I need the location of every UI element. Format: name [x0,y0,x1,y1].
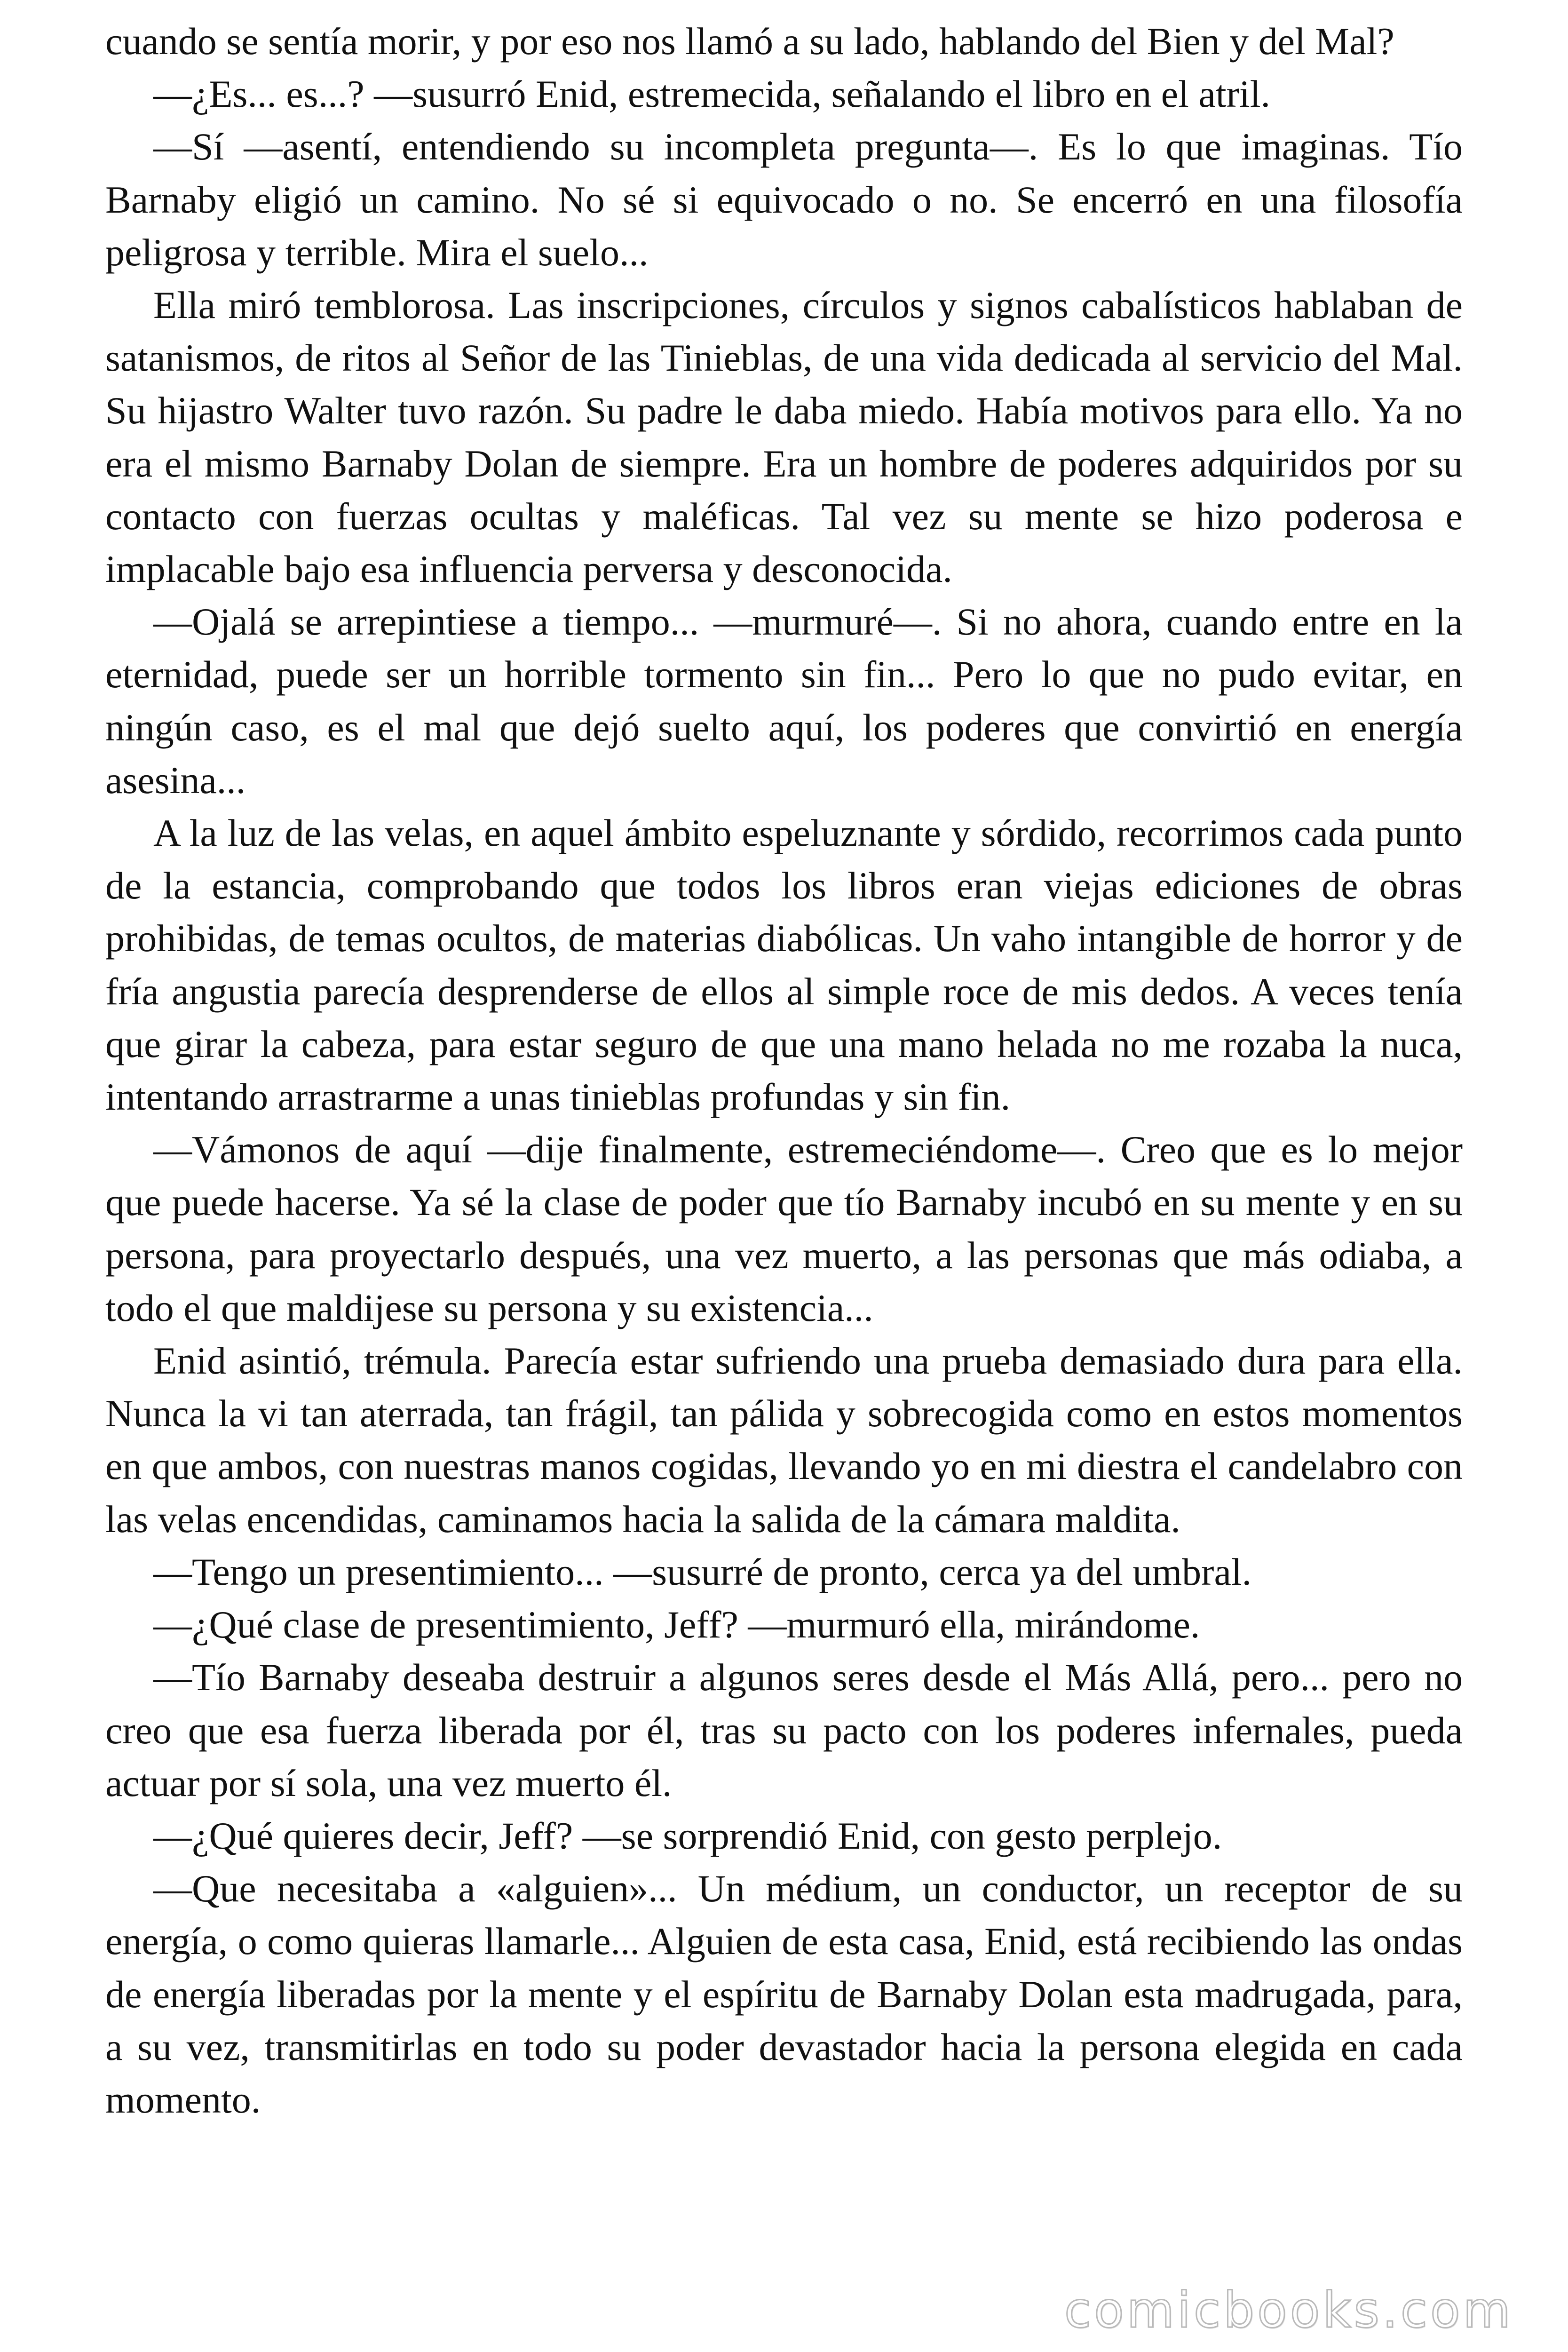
paragraph: —¿Es... es...? —susurró Enid, estremecida, señalando el libro en el atril. [153,72,1270,116]
paragraph: —Tío Barnaby deseaba destruir a algunos seres desde el Más Allá, pero... pero no creo que esa fuerza liberada por él, tras su pacto con los poderes infernales, pueda actuar por sí sola, una vez muerto él. [105,1656,1463,1804]
paragraph: —Sí —asentí, entendiendo su incompleta pregunta—. Es lo que imaginas. Tío Barnaby eligió un camino. No sé si equivocado o no. Se encerró en una filosofía peligrosa y terrible. Mira el suelo... [105,125,1463,274]
paragraph: Enid asintió, trémula. Parecía estar sufriendo una prueba demasiado dura para ella. Nunca la vi tan aterrada, tan frágil, tan pálida y sobrecogida como en estos momentos en que ambos, con nuestras manos cogidas, llevando yo en mi diestra el candelabro con las velas encendidas, caminamos hacia la salida de la cámara maldita. [105,1339,1463,1541]
watermark: comicbooks.com [1064,2281,1513,2339]
book-page-text [105,15,1463,2126]
paragraph: —Vámonos de aquí —dije finalmente, estremeciéndome—. Creo que es lo mejor que puede hacerse. Ya sé la clase de poder que tío Barnaby incubó en su mente y en su persona, para proyectarlo después, una vez muerto, a las personas que más odiaba, a todo el que maldijese su persona y su existencia... [105,1128,1463,1329]
paragraph: —Tengo un presentimiento... —susurré de pronto, cerca ya del umbral. [153,1550,1252,1593]
paragraph: A la luz de las velas, en aquel ámbito espeluznante y sórdido, recorrimos cada punto de la estancia, comprobando que todos los libros eran viejas ediciones de obras prohibidas, de temas ocultos, de materias diabólicas. Un vaho intangible de horror y de fría angustia parecía desprenderse de ellos al simple roce de mis dedos. A veces tenía que girar la cabeza, para estar seguro de que una mano helada no me rozaba la nuca, intentando arrastrarme a unas tinieblas profundas y sin fin. [105,811,1463,1119]
paragraph: —¿Qué quieres decir, Jeff? —se sorprendió Enid, con gesto perplejo. [153,1814,1222,1857]
paragraph: —Que necesitaba a «alguien»... Un médium, un conductor, un receptor de su energía, o como quieras llamarle... Alguien de esta casa, Enid, está recibiendo las ondas de energía liberadas por la mente y el espíritu de Barnaby Dolan esta madrugada, para, a su vez, transmitirlas en todo su poder devastador hacia la persona elegida en cada momento. [105,1867,1463,2121]
paragraph: Ella miró temblorosa. Las inscripciones, círculos y signos cabalísticos hablaban de satanismos, de ritos al Señor de las Tinieblas, de una vida dedicada al servicio del Mal. Su hijastro Walter tuvo razón. Su padre le daba miedo. Había motivos para ello. Ya no era el mismo Barnaby Dolan de siempre. Era un hombre de poderes adquiridos por su contacto con fuerzas ocultas y maléficas. Tal vez su mente se hizo poderosa e implacable bajo esa influencia perversa y desconocida. [105,284,1463,591]
paragraph: —¿Qué clase de presentimiento, Jeff? —murmuró ella, mirándome. [153,1603,1200,1646]
paragraph: —Ojalá se arrepintiese a tiempo... —murmuré—. Si no ahora, cuando entre en la eternidad, puede ser un horrible tormento sin fin... Pero lo que no pudo evitar, en ningún caso, es el mal que dejó suelto aquí, los poderes que convirtió en energía asesina... [105,600,1463,802]
paragraph-continuation: cuando se sentía morir, y por eso nos llamó a su lado, hablando del Bien y del Mal? [105,20,1394,63]
